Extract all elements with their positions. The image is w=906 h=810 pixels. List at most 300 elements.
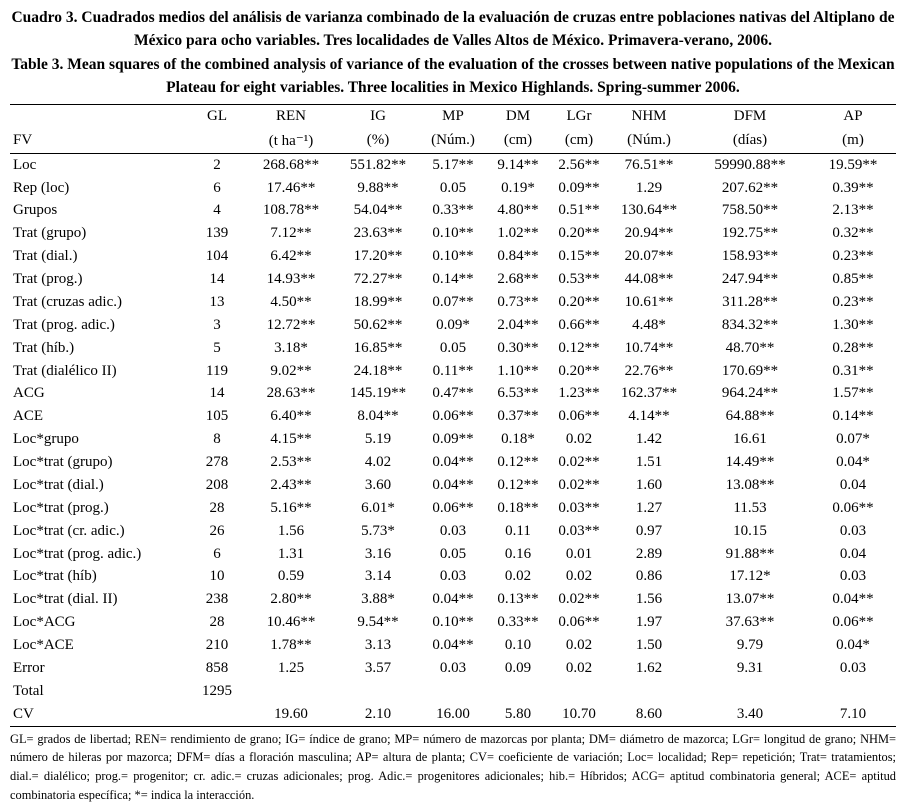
value-cell: 14 bbox=[209, 385, 225, 402]
value-cell: 4.02 bbox=[364, 454, 392, 471]
value-cell: 1.97 bbox=[635, 614, 663, 631]
row-label: Loc*trat (dial. II) bbox=[13, 591, 118, 608]
value-cell: 0.02 bbox=[565, 431, 593, 448]
value-cell: 6.42** bbox=[270, 248, 312, 265]
value-cell: 0.05 bbox=[439, 339, 467, 356]
value-cell: 1.62 bbox=[635, 659, 663, 676]
col-header: NHM bbox=[631, 108, 667, 124]
table-row bbox=[10, 703, 896, 726]
value-cell: 139 bbox=[205, 225, 229, 242]
value-cell: 5.80 bbox=[504, 705, 532, 722]
value-cell: 170.69** bbox=[721, 362, 779, 379]
value-cell: 17.20** bbox=[353, 248, 403, 265]
value-cell: 0.16 bbox=[504, 545, 532, 562]
value-cell: 20.94** bbox=[624, 225, 674, 242]
table-row bbox=[10, 246, 896, 269]
col-header-unit: (%) bbox=[336, 128, 420, 154]
value-cell: 0.33** bbox=[432, 202, 474, 219]
table-row bbox=[10, 177, 896, 200]
value-cell: 207.62** bbox=[721, 179, 779, 196]
value-cell: 278 bbox=[205, 454, 229, 471]
row-label: Loc*trat (híb) bbox=[13, 568, 97, 585]
value-cell: 0.09 bbox=[504, 659, 532, 676]
value-cell: 14 bbox=[209, 271, 225, 288]
value-cell: 1.56 bbox=[635, 591, 663, 608]
value-cell: 0.03** bbox=[558, 522, 600, 539]
value-cell: 0.06** bbox=[832, 614, 874, 631]
col-header: LGr bbox=[566, 108, 592, 124]
footnote: GL= grados de libertad; REN= rendimiento de grano; IG= índice de grano; MP= número de mazorcas por planta; DM= diámetro de mazorca; LGr= longitud de grano; NHM= número de hileras por mazorca; DFM= días a floración masculina; AP= altura de planta; CV= coeficiente de variación; Loc= localidad; Rep= repetición; Trat= tratamientos; dial.= dialélico; prog.= progenitor; cr. adic.= cruzas adicionales; prog. Adic.= progenitores adicionales; hib.= Híbridos; ACG= aptitud combinatoria general; ACE= aptitud combinatoria específica; *= indica la interacción. bbox=[10, 731, 896, 802]
value-cell: 1.25 bbox=[277, 659, 305, 676]
value-cell: 9.14** bbox=[497, 156, 539, 173]
value-cell: 1.30** bbox=[832, 316, 874, 333]
value-cell: 2.56** bbox=[558, 156, 600, 173]
value-cell: 1.56 bbox=[277, 522, 305, 539]
value-cell: 0.10 bbox=[504, 637, 532, 654]
value-cell: 0.10** bbox=[432, 225, 474, 242]
value-cell: 0.04 bbox=[839, 545, 867, 562]
value-cell: 0.18** bbox=[497, 499, 539, 516]
value-cell: 1.23** bbox=[558, 385, 600, 402]
value-cell: 9.54** bbox=[357, 614, 399, 631]
value-cell: 20.07** bbox=[624, 248, 674, 265]
col-header-unit: (cm) bbox=[486, 128, 550, 154]
value-cell: 0.04** bbox=[432, 454, 474, 471]
value-cell bbox=[336, 680, 420, 703]
col-header-unit: (m) bbox=[810, 128, 896, 154]
value-cell: 10.70 bbox=[562, 705, 596, 722]
value-cell: 19.59** bbox=[828, 156, 878, 173]
header-row-units bbox=[10, 128, 896, 154]
value-cell: 4.48* bbox=[632, 316, 666, 333]
value-cell: 19.60 bbox=[274, 705, 308, 722]
value-cell: 0.05 bbox=[439, 179, 467, 196]
value-cell: 17.12* bbox=[729, 568, 771, 585]
value-cell: 964.24** bbox=[721, 385, 779, 402]
row-label: Trat (grupo) bbox=[13, 225, 87, 242]
value-cell: 0.02 bbox=[565, 568, 593, 585]
value-cell: 28 bbox=[209, 499, 225, 516]
value-cell: 238 bbox=[205, 591, 229, 608]
table-row bbox=[10, 337, 896, 360]
col-header-unit: (Núm.) bbox=[420, 128, 486, 154]
value-cell: 0.03 bbox=[439, 568, 467, 585]
row-label: CV bbox=[13, 705, 34, 722]
value-cell: 145.19** bbox=[349, 385, 407, 402]
value-cell bbox=[810, 680, 896, 703]
row-label: Loc*trat (dial.) bbox=[13, 476, 104, 493]
value-cell: 0.28** bbox=[832, 339, 874, 356]
value-cell: 0.03 bbox=[439, 522, 467, 539]
value-cell: 1.78** bbox=[270, 637, 312, 654]
col-header: DM bbox=[505, 108, 531, 124]
value-cell: 14.49** bbox=[725, 454, 775, 471]
value-cell: 247.94** bbox=[721, 271, 779, 288]
value-cell: 54.04** bbox=[353, 202, 403, 219]
value-cell: 119 bbox=[206, 362, 228, 379]
value-cell: 0.09* bbox=[436, 316, 470, 333]
value-cell: 0.04* bbox=[836, 637, 870, 654]
value-cell: 0.32** bbox=[832, 225, 874, 242]
value-cell: 3.13 bbox=[364, 637, 392, 654]
value-cell: 14.93** bbox=[266, 271, 316, 288]
value-cell: 1.27 bbox=[635, 499, 663, 516]
value-cell: 10.74** bbox=[624, 339, 674, 356]
value-cell: 210 bbox=[205, 637, 229, 654]
value-cell: 0.59 bbox=[277, 568, 305, 585]
value-cell: 0.19* bbox=[501, 179, 535, 196]
value-cell: 0.14** bbox=[432, 271, 474, 288]
value-cell: 2.10 bbox=[364, 705, 392, 722]
col-header-unit: (Núm.) bbox=[608, 128, 690, 154]
col-header-unit bbox=[188, 128, 246, 154]
value-cell: 0.73** bbox=[497, 293, 539, 310]
table-row bbox=[10, 612, 896, 635]
value-cell: 0.20** bbox=[558, 225, 600, 242]
value-cell: 9.79 bbox=[736, 637, 764, 654]
value-cell: 0.66** bbox=[558, 316, 600, 333]
row-label: Trat (cruzas adic.) bbox=[13, 293, 122, 310]
value-cell: 37.63** bbox=[725, 614, 775, 631]
value-cell: 16.61 bbox=[733, 431, 767, 448]
value-cell: 0.10** bbox=[432, 248, 474, 265]
value-cell: 10.15 bbox=[733, 522, 767, 539]
value-cell: 0.05 bbox=[439, 545, 467, 562]
value-cell bbox=[608, 680, 690, 703]
header-row-abbrev bbox=[10, 105, 896, 129]
value-cell: 13 bbox=[209, 293, 225, 310]
value-cell: 2.89 bbox=[635, 545, 663, 562]
value-cell: 0.03 bbox=[839, 568, 867, 585]
value-cell: 0.15** bbox=[558, 248, 600, 265]
table-row bbox=[10, 314, 896, 337]
value-cell: 6.40** bbox=[270, 408, 312, 425]
value-cell: 9.88** bbox=[357, 179, 399, 196]
table-head bbox=[10, 105, 896, 154]
value-cell: 268.68** bbox=[262, 156, 320, 173]
value-cell: 0.14** bbox=[832, 408, 874, 425]
value-cell: 108.78** bbox=[262, 202, 320, 219]
value-cell: 834.32** bbox=[721, 316, 779, 333]
value-cell: 0.47** bbox=[432, 385, 474, 402]
table-row bbox=[10, 154, 896, 177]
row-label: Trat (prog.) bbox=[13, 271, 83, 288]
value-cell: 11.53 bbox=[733, 499, 767, 516]
value-cell: 0.12** bbox=[497, 476, 539, 493]
value-cell: 4.50** bbox=[270, 293, 312, 310]
value-cell: 0.02** bbox=[558, 591, 600, 608]
value-cell: 28 bbox=[209, 614, 225, 631]
value-cell: 0.20** bbox=[558, 362, 600, 379]
value-cell: 50.62** bbox=[353, 316, 403, 333]
value-cell: 0.06** bbox=[558, 614, 600, 631]
value-cell bbox=[246, 680, 336, 703]
value-cell: 158.93** bbox=[721, 248, 779, 265]
value-cell: 0.06** bbox=[832, 499, 874, 516]
value-cell: 3.18* bbox=[274, 339, 308, 356]
col-header-fv: FV bbox=[10, 128, 188, 154]
value-cell: 0.02 bbox=[504, 568, 532, 585]
value-cell: 1295 bbox=[202, 682, 232, 699]
value-cell: 3.60 bbox=[364, 476, 392, 493]
row-label: Trat (prog. adic.) bbox=[13, 316, 115, 333]
value-cell: 28.63** bbox=[266, 385, 316, 402]
value-cell bbox=[188, 703, 246, 726]
row-label: Trat (híb.) bbox=[13, 339, 75, 356]
value-cell: 1.31 bbox=[277, 545, 305, 562]
value-cell: 0.04* bbox=[836, 454, 870, 471]
row-label: Total bbox=[13, 682, 44, 699]
value-cell: 0.06** bbox=[432, 408, 474, 425]
value-cell: 0.30** bbox=[497, 339, 539, 356]
value-cell: 72.27** bbox=[353, 271, 403, 288]
value-cell: 758.50** bbox=[721, 202, 779, 219]
value-cell: 7.10 bbox=[839, 705, 867, 722]
value-cell: 0.07** bbox=[432, 293, 474, 310]
caption-spanish: Cuadro 3. Cuadrados medios del análisis de varianza combinado de la evaluación de cruzas entre poblaciones nativas del Altiplano de México para ocho variables. Tres localidades de Valles Altos de México. Primavera-verano, 2006. bbox=[11, 9, 895, 50]
value-cell: 0.03 bbox=[839, 522, 867, 539]
row-label: Loc*trat (prog.) bbox=[13, 499, 109, 516]
value-cell bbox=[486, 680, 550, 703]
value-cell: 13.07** bbox=[725, 591, 775, 608]
value-cell: 192.75** bbox=[721, 225, 779, 242]
row-label: Loc*grupo bbox=[13, 431, 79, 448]
value-cell: 0.13** bbox=[497, 591, 539, 608]
value-cell: 0.86 bbox=[635, 568, 663, 585]
value-cell: 0.18* bbox=[501, 431, 535, 448]
value-cell: 0.10** bbox=[432, 614, 474, 631]
value-cell: 64.88** bbox=[725, 408, 775, 425]
value-cell bbox=[550, 680, 608, 703]
table-row bbox=[10, 566, 896, 589]
row-label: ACE bbox=[13, 408, 43, 425]
row-label: Loc*ACG bbox=[13, 614, 76, 631]
table-row bbox=[10, 268, 896, 291]
value-cell: 4.15** bbox=[270, 431, 312, 448]
value-cell: 0.06** bbox=[558, 408, 600, 425]
col-header: IG bbox=[370, 108, 386, 124]
value-cell: 3.88* bbox=[361, 591, 395, 608]
value-cell: 5.73* bbox=[361, 522, 395, 539]
value-cell: 6.01* bbox=[361, 499, 395, 516]
value-cell: 4.80** bbox=[497, 202, 539, 219]
value-cell: 8.04** bbox=[357, 408, 399, 425]
caption-english: Table 3. Mean squares of the combined analysis of variance of the evaluation of the crosses between native populations of the Mexican Plateau for eight variables. Three localities in Mexico Highlands. Spring-summer 2006. bbox=[11, 55, 895, 96]
value-cell: 0.04** bbox=[432, 476, 474, 493]
value-cell: 5 bbox=[213, 339, 221, 356]
row-label: Grupos bbox=[13, 202, 58, 219]
value-cell: 9.02** bbox=[270, 362, 312, 379]
value-cell: 858 bbox=[205, 659, 229, 676]
value-cell: 2.68** bbox=[497, 271, 539, 288]
table-row bbox=[10, 543, 896, 566]
value-cell: 130.64** bbox=[620, 202, 678, 219]
value-cell: 0.84** bbox=[497, 248, 539, 265]
value-cell: 6 bbox=[213, 545, 221, 562]
value-cell: 9.31 bbox=[736, 659, 764, 676]
value-cell: 23.63** bbox=[353, 225, 403, 242]
value-cell: 1.42 bbox=[635, 431, 663, 448]
value-cell: 3.16 bbox=[364, 545, 392, 562]
value-cell: 0.09** bbox=[558, 179, 600, 196]
value-cell: 0.02 bbox=[565, 659, 593, 676]
table-row bbox=[10, 657, 896, 680]
row-label: Error bbox=[13, 659, 45, 676]
value-cell: 0.23** bbox=[832, 248, 874, 265]
col-header-unit: (t ha⁻¹) bbox=[246, 128, 336, 154]
row-label: Loc*trat (grupo) bbox=[13, 454, 113, 471]
col-header-unit: (días) bbox=[690, 128, 810, 154]
col-header-unit: (cm) bbox=[550, 128, 608, 154]
value-cell: 0.09** bbox=[432, 431, 474, 448]
value-cell: 0.20** bbox=[558, 293, 600, 310]
value-cell: 1.29 bbox=[635, 179, 663, 196]
row-label: Loc*trat (cr. adic.) bbox=[13, 522, 125, 539]
value-cell: 0.39** bbox=[832, 179, 874, 196]
value-cell: 10 bbox=[209, 568, 225, 585]
row-label: Loc*trat (prog. adic.) bbox=[13, 545, 142, 562]
value-cell: 5.19 bbox=[364, 431, 392, 448]
value-cell: 17.46** bbox=[266, 179, 316, 196]
value-cell: 1.51 bbox=[635, 454, 663, 471]
row-label: Loc bbox=[13, 156, 37, 173]
table-row bbox=[10, 360, 896, 383]
value-cell: 1.02** bbox=[497, 225, 539, 242]
value-cell: 22.76** bbox=[624, 362, 674, 379]
value-cell: 18.99** bbox=[353, 293, 403, 310]
value-cell: 2.80** bbox=[270, 591, 312, 608]
value-cell: 1.60 bbox=[635, 476, 663, 493]
value-cell: 0.07* bbox=[836, 431, 870, 448]
value-cell: 7.12** bbox=[270, 225, 312, 242]
value-cell: 91.88** bbox=[725, 545, 775, 562]
value-cell: 2 bbox=[213, 156, 221, 173]
value-cell: 311.28** bbox=[722, 293, 778, 310]
value-cell: 4.14** bbox=[628, 408, 670, 425]
value-cell: 8 bbox=[213, 431, 221, 448]
value-cell: 0.37** bbox=[497, 408, 539, 425]
value-cell: 0.53** bbox=[558, 271, 600, 288]
value-cell: 0.01 bbox=[565, 545, 593, 562]
row-label: Trat (dialélico II) bbox=[13, 362, 117, 379]
value-cell: 0.06** bbox=[432, 499, 474, 516]
col-header-empty bbox=[10, 105, 188, 129]
value-cell: 6 bbox=[213, 179, 221, 196]
value-cell: 0.04** bbox=[832, 591, 874, 608]
value-cell: 0.03 bbox=[439, 659, 467, 676]
value-cell: 24.18** bbox=[353, 362, 403, 379]
value-cell: 3.57 bbox=[364, 659, 392, 676]
value-cell: 0.11 bbox=[505, 522, 531, 539]
table-row bbox=[10, 497, 896, 520]
table-body bbox=[10, 154, 896, 727]
value-cell: 13.08** bbox=[725, 476, 775, 493]
value-cell: 0.85** bbox=[832, 271, 874, 288]
value-cell: 0.33** bbox=[497, 614, 539, 631]
table-row bbox=[10, 520, 896, 543]
value-cell: 105 bbox=[205, 408, 229, 425]
value-cell: 3 bbox=[213, 316, 221, 333]
value-cell: 1.57** bbox=[832, 385, 874, 402]
value-cell: 3.40 bbox=[736, 705, 764, 722]
value-cell: 0.12** bbox=[558, 339, 600, 356]
value-cell bbox=[420, 680, 486, 703]
value-cell: 1.50 bbox=[635, 637, 663, 654]
table-row bbox=[10, 451, 896, 474]
value-cell: 76.51** bbox=[624, 156, 674, 173]
value-cell: 26 bbox=[209, 522, 225, 539]
table-row bbox=[10, 200, 896, 223]
value-cell: 6.53** bbox=[497, 385, 539, 402]
value-cell: 5.16** bbox=[270, 499, 312, 516]
value-cell: 0.12** bbox=[497, 454, 539, 471]
value-cell: 2.53** bbox=[270, 454, 312, 471]
row-label: ACG bbox=[13, 385, 45, 402]
row-label: Trat (dial.) bbox=[13, 248, 78, 265]
anova-table bbox=[10, 104, 896, 727]
table-caption bbox=[10, 6, 896, 99]
value-cell: 0.23** bbox=[832, 293, 874, 310]
col-header: GL bbox=[207, 108, 227, 124]
value-cell: 0.02** bbox=[558, 454, 600, 471]
value-cell: 16.85** bbox=[353, 339, 403, 356]
value-cell: 44.08** bbox=[624, 271, 674, 288]
value-cell bbox=[690, 680, 810, 703]
table-row bbox=[10, 680, 896, 703]
value-cell: 551.82** bbox=[349, 156, 407, 173]
value-cell: 5.17** bbox=[432, 156, 474, 173]
value-cell: 0.51** bbox=[558, 202, 600, 219]
table-row bbox=[10, 474, 896, 497]
table-row bbox=[10, 383, 896, 406]
table-row bbox=[10, 634, 896, 657]
value-cell: 10.46** bbox=[266, 614, 316, 631]
value-cell: 0.04** bbox=[432, 591, 474, 608]
value-cell: 208 bbox=[205, 476, 229, 493]
value-cell: 3.14 bbox=[364, 568, 392, 585]
value-cell: 8.60 bbox=[635, 705, 663, 722]
value-cell: 0.04** bbox=[432, 637, 474, 654]
value-cell: 0.04 bbox=[839, 476, 867, 493]
value-cell: 10.61** bbox=[624, 293, 674, 310]
value-cell: 2.43** bbox=[270, 476, 312, 493]
table-row bbox=[10, 429, 896, 452]
value-cell: 0.02 bbox=[565, 637, 593, 654]
value-cell: 4 bbox=[213, 202, 221, 219]
value-cell: 2.13** bbox=[832, 202, 874, 219]
value-cell: 59990.88** bbox=[714, 156, 786, 173]
col-header: DFM bbox=[733, 108, 767, 124]
value-cell: 1.10** bbox=[497, 362, 539, 379]
row-label: Loc*ACE bbox=[13, 637, 74, 654]
table-row bbox=[10, 291, 896, 314]
col-header: REN bbox=[276, 108, 306, 124]
table-row bbox=[10, 406, 896, 429]
value-cell: 2.04** bbox=[497, 316, 539, 333]
value-cell: 0.31** bbox=[832, 362, 874, 379]
col-header: AP bbox=[843, 108, 863, 124]
value-cell: 0.03 bbox=[839, 659, 867, 676]
value-cell: 0.02** bbox=[558, 476, 600, 493]
col-header: MP bbox=[442, 108, 464, 124]
value-cell: 0.97 bbox=[635, 522, 663, 539]
value-cell: 48.70** bbox=[725, 339, 775, 356]
value-cell: 104 bbox=[205, 248, 229, 265]
value-cell: 0.11** bbox=[432, 362, 474, 379]
table-row bbox=[10, 589, 896, 612]
value-cell: 0.03** bbox=[558, 499, 600, 516]
table-row bbox=[10, 223, 896, 246]
